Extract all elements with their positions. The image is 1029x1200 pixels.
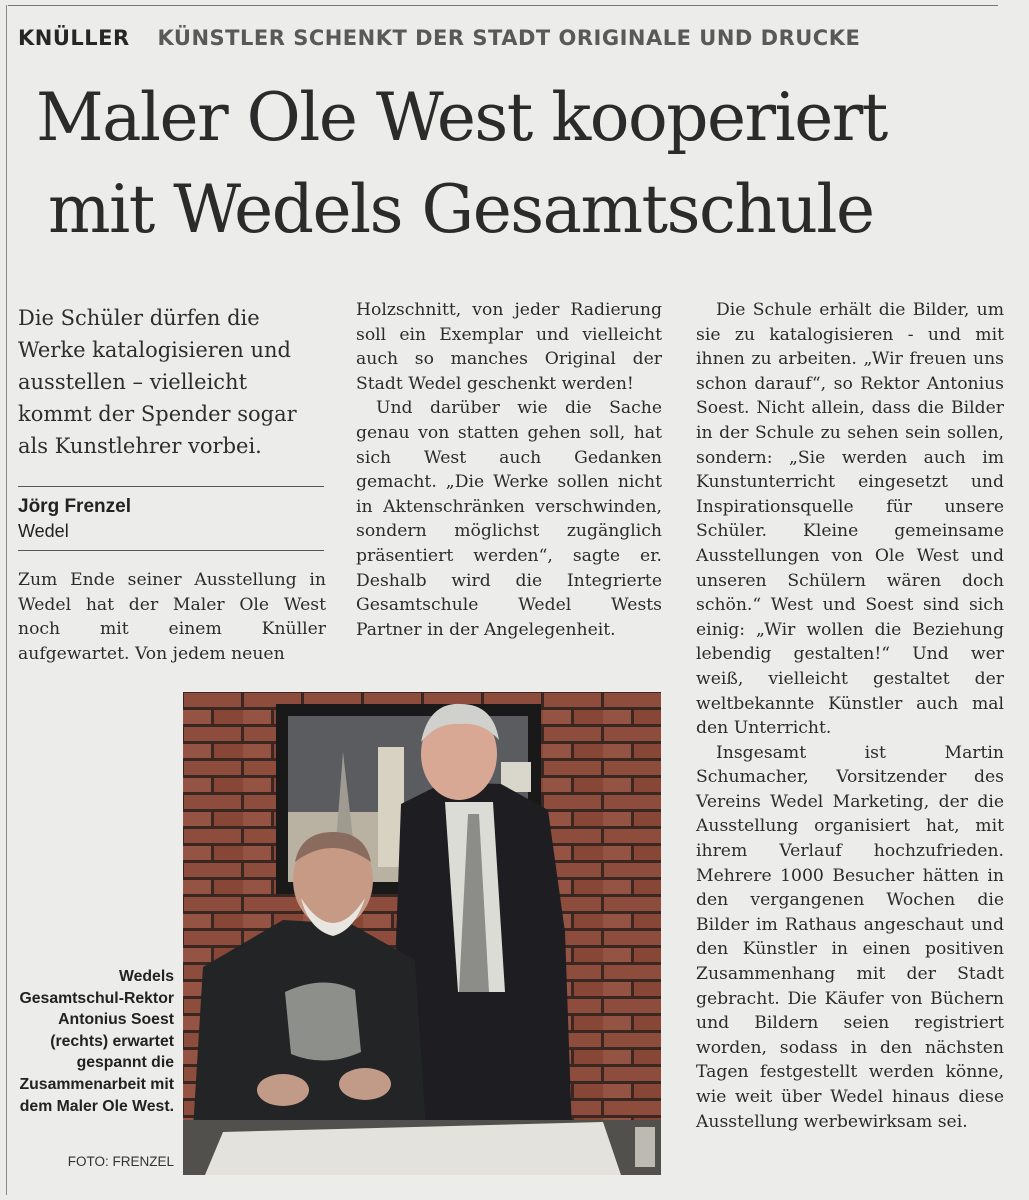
left-rule bbox=[6, 5, 7, 1195]
headline bbox=[30, 72, 1010, 256]
column-3-paragraph-1: Die Schule erhält die Bilder, um sie zu katalogisieren - und mit ihnen zu arbeiten. „Wir freuen uns schon darauf“, so Rektor Antonius Soest. Nicht allein, dass die Bilder in der Schule zu sehen sein sollen, sondern: „Sie werden auch im Kunstunterricht eingesetzt und Inspirationsquelle für unsere Schüler. Kleine gemeinsame Ausstellungen von Ole West und unseren Schülern wären doch schön.“ West und Soest sind sich einig: „Wir wollen die Beziehung lebendig gestalten!“ Und wer weiß, vielleicht gestaltet der weltbekannte Künstler auch mal den Unterricht. bbox=[696, 300, 1004, 739]
rubric-line bbox=[18, 26, 1008, 50]
column-3-paragraph-2: Insgesamt ist Martin Schumacher, Vorsitzender des Vereins Wedel Marketing, der die Ausstellung organisiert hat, mit ihrem Verlauf hochzufrieden. Mehrere 1000 Besucher hätten in den vergangenen Wochen die Bilder im Rathaus angeschaut und den Künstler in einen positiven Zusammenhang mit der Stadt gebracht. Die Käufer von Büchern und Bildern seien registriert worden, sodass in den nächsten Tagen festgestellt werden könne, wie weit über Wedel hinaus diese Ausstellung werbewirksam sei. bbox=[696, 742, 1004, 1132]
headline-line-1: Maler Ole West kooperiert bbox=[36, 79, 887, 156]
rubric-kicker: KNÜLLER bbox=[18, 26, 130, 50]
photo-illustration bbox=[183, 692, 661, 1175]
author-rule-bottom bbox=[18, 550, 324, 551]
article-photo bbox=[183, 692, 661, 1175]
top-rule bbox=[8, 5, 998, 6]
author-rule-top bbox=[18, 486, 324, 487]
intro-teaser: Die Schüler dürfen die Werke katalogisieren und ausstellen – vielleicht kommt der Spender sogar als Kunstlehrer vorbei. bbox=[18, 306, 297, 458]
photo-caption: Wedels Gesamtschul-Rektor Antonius Soest (rechts) erwartet gespannt die Zusammenarbeit mit dem Maler Ole West. bbox=[19, 968, 174, 1115]
column-1-paragraph: Zum Ende seiner Ausstellung in Wedel hat der Maler Ole West noch mit einem Knüller aufgewartet. Von jedem neuen bbox=[18, 570, 326, 664]
rubric-topic: KÜNSTLER SCHENKT DER STADT ORIGINALE UND DRUCKE bbox=[157, 26, 861, 50]
article-column-2 bbox=[356, 298, 662, 642]
headline-line-2: mit Wedels Gesamtschule bbox=[48, 171, 874, 248]
column-2-paragraph-2: Und darüber wie die Sache genau von statten gehen soll, hat sich West auch Gedanken gemacht. „Die Werke sollen nicht in Aktenschränken verschwinden, sondern möglichst zugänglich präsentiert werden“, sagte er. Deshalb wird die Integrierte Gesamtschule Wedel Wests Partner in der Angelegenheit. bbox=[356, 398, 662, 640]
author-place: Wedel bbox=[18, 521, 69, 541]
column-2-paragraph-1: Holzschnitt, von jeder Radierung soll ein Exemplar und vielleicht auch so manches Original der Stadt Wedel geschenkt werden! bbox=[356, 300, 662, 394]
author-name: Jörg Frenzel bbox=[18, 496, 131, 517]
article-column-3 bbox=[696, 298, 1004, 1134]
article-column-1 bbox=[18, 568, 326, 666]
photo-credit: FOTO: FRENZEL bbox=[67, 1154, 174, 1169]
